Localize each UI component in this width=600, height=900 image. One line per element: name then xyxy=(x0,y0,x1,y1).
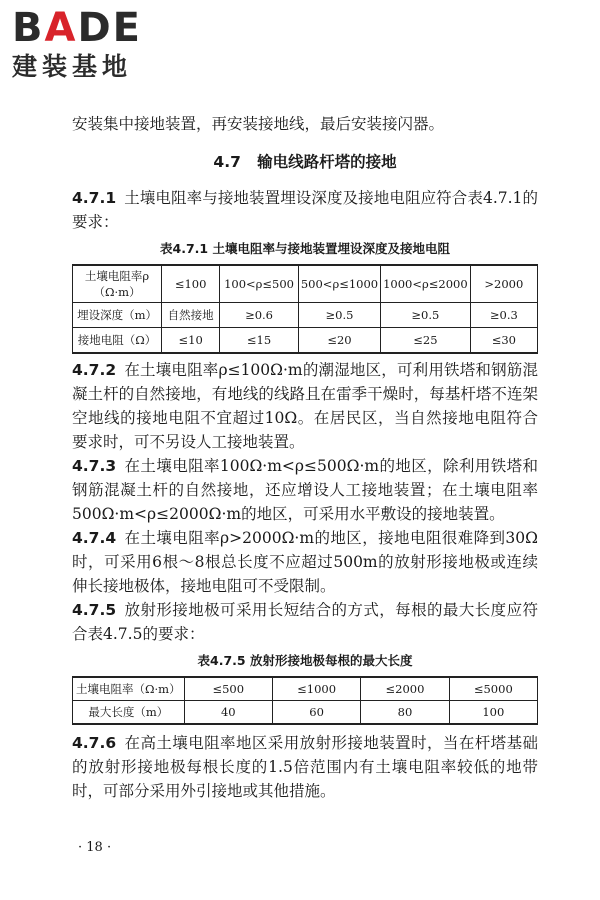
table-header-cell: 100<ρ≤500 xyxy=(220,265,299,303)
clause-text: 在土壤电阻率ρ>2000Ω·m的地区，接地电阻很难降到30Ω时，可采用6根～8根总长度不应超过500m的放射形接地极或连续伸长接地极体，接地电阻可不受限制。 xyxy=(72,529,538,595)
intro-paragraph: 安装集中接地装置，再安装接地线，最后安装接闪器。 xyxy=(72,115,445,133)
brand-subtitle: 建装基地 xyxy=(12,52,133,81)
brand-letter-b: B xyxy=(12,5,45,51)
brand-logo xyxy=(12,6,182,82)
section-title-text: 输电线路杆塔的接地 xyxy=(257,153,397,171)
document-body xyxy=(72,112,538,803)
table-row xyxy=(73,328,538,354)
table-cell: ≥0.5 xyxy=(298,303,380,328)
clause-number: 4.7.2 xyxy=(72,361,117,379)
clause-text: 在土壤电阻率100Ω·m<ρ≤500Ω·m的地区，除利用铁塔和钢筋混凝土杆的自然接地，还应增设人工接地装置；在土壤电阻率500Ω·m<ρ≤2000Ω·m的地区，可采用水平敷设的接地装置。 xyxy=(72,457,538,523)
table-cell: ≤10 xyxy=(162,328,220,354)
table-header-cell: ≤5000 xyxy=(449,677,537,701)
table-row xyxy=(73,701,538,725)
table-header-row xyxy=(73,265,538,303)
clause-number: 4.7.5 xyxy=(72,601,117,619)
table-header-cell: >2000 xyxy=(470,265,537,303)
table-cell: 接地电阻（Ω） xyxy=(73,328,162,354)
table-header-row xyxy=(73,677,538,701)
clause-number: 4.7.6 xyxy=(72,734,117,752)
table-4-7-1-caption: 表4.7.1 土壤电阻率与接地装置埋设深度及接地电阻 xyxy=(160,241,450,256)
table-cell: ≥0.5 xyxy=(381,303,471,328)
section-number: 4.7 xyxy=(213,153,241,171)
clause-text: 土壤电阻率与接地装置埋设深度及接地电阻应符合表4.7.1的要求： xyxy=(72,189,538,231)
clause-4-7-5 xyxy=(72,598,538,646)
clause-4-7-1 xyxy=(72,186,538,234)
table-cell: ≤25 xyxy=(381,328,471,354)
clause-4-7-2 xyxy=(72,358,538,454)
table-cell: ≥0.6 xyxy=(220,303,299,328)
table-cell: 40 xyxy=(184,701,272,725)
table-4-7-1 xyxy=(72,264,538,354)
table-header-cell: 土壤电阻率（Ω·m） xyxy=(73,677,185,701)
table-cell: 自然接地 xyxy=(162,303,220,328)
table-4-7-5-caption: 表4.7.5 放射形接地极每根的最大长度 xyxy=(197,653,413,668)
table-cell: ≤30 xyxy=(470,328,537,354)
clause-number: 4.7.1 xyxy=(72,189,117,207)
clause-text: 在土壤电阻率ρ≤100Ω·m的潮湿地区，可利用铁塔和钢筋混凝土杆的自然接地，有地线的线路且在雷季干燥时，每基杆塔不连架空地线的接地电阻不宜超过10Ω。在居民区，当自然接地电阻符合要求时，可不另设人工接地装置。 xyxy=(72,361,538,451)
brand-wordmark xyxy=(12,6,182,50)
clause-4-7-4 xyxy=(72,526,538,598)
brand-letter-a: A xyxy=(44,5,78,51)
table-cell: 80 xyxy=(361,701,449,725)
table-row xyxy=(73,303,538,328)
table-header-cell: 500<ρ≤1000 xyxy=(298,265,380,303)
table-cell: 埋设深度（m） xyxy=(73,303,162,328)
table-header-cell: ≤100 xyxy=(162,265,220,303)
table-cell: 最大长度（m） xyxy=(73,701,185,725)
clause-text: 在高土壤电阻率地区采用放射形接地装置时，当在杆塔基础的放射形接地极每根长度的1.5倍范围内有土壤电阻率较低的地带时，可部分采用外引接地或其他措施。 xyxy=(72,734,538,800)
clause-number: 4.7.4 xyxy=(72,529,117,547)
clause-4-7-6 xyxy=(72,731,538,803)
table-header-cell: 1000<ρ≤2000 xyxy=(381,265,471,303)
table-cell: ≤20 xyxy=(298,328,380,354)
clause-text: 放射形接地极可采用长短结合的方式，每根的最大长度应符合表4.7.5的要求： xyxy=(72,601,538,643)
table-cell: 100 xyxy=(449,701,537,725)
table-header-cell: ≤500 xyxy=(184,677,272,701)
table-header-cell: 土壤电阻率ρ（Ω·m） xyxy=(73,265,162,303)
section-title xyxy=(72,150,538,174)
table-header-cell: ≤1000 xyxy=(272,677,360,701)
table-4-7-5 xyxy=(72,676,538,725)
table-header-cell: ≤2000 xyxy=(361,677,449,701)
clause-number: 4.7.3 xyxy=(72,457,117,475)
page-number: · 18 · xyxy=(78,840,112,855)
clause-4-7-3 xyxy=(72,454,538,526)
brand-letters-de: DE xyxy=(77,5,142,51)
table-cell: ≥0.3 xyxy=(470,303,537,328)
table-cell: 60 xyxy=(272,701,360,725)
table-cell: ≤15 xyxy=(220,328,299,354)
